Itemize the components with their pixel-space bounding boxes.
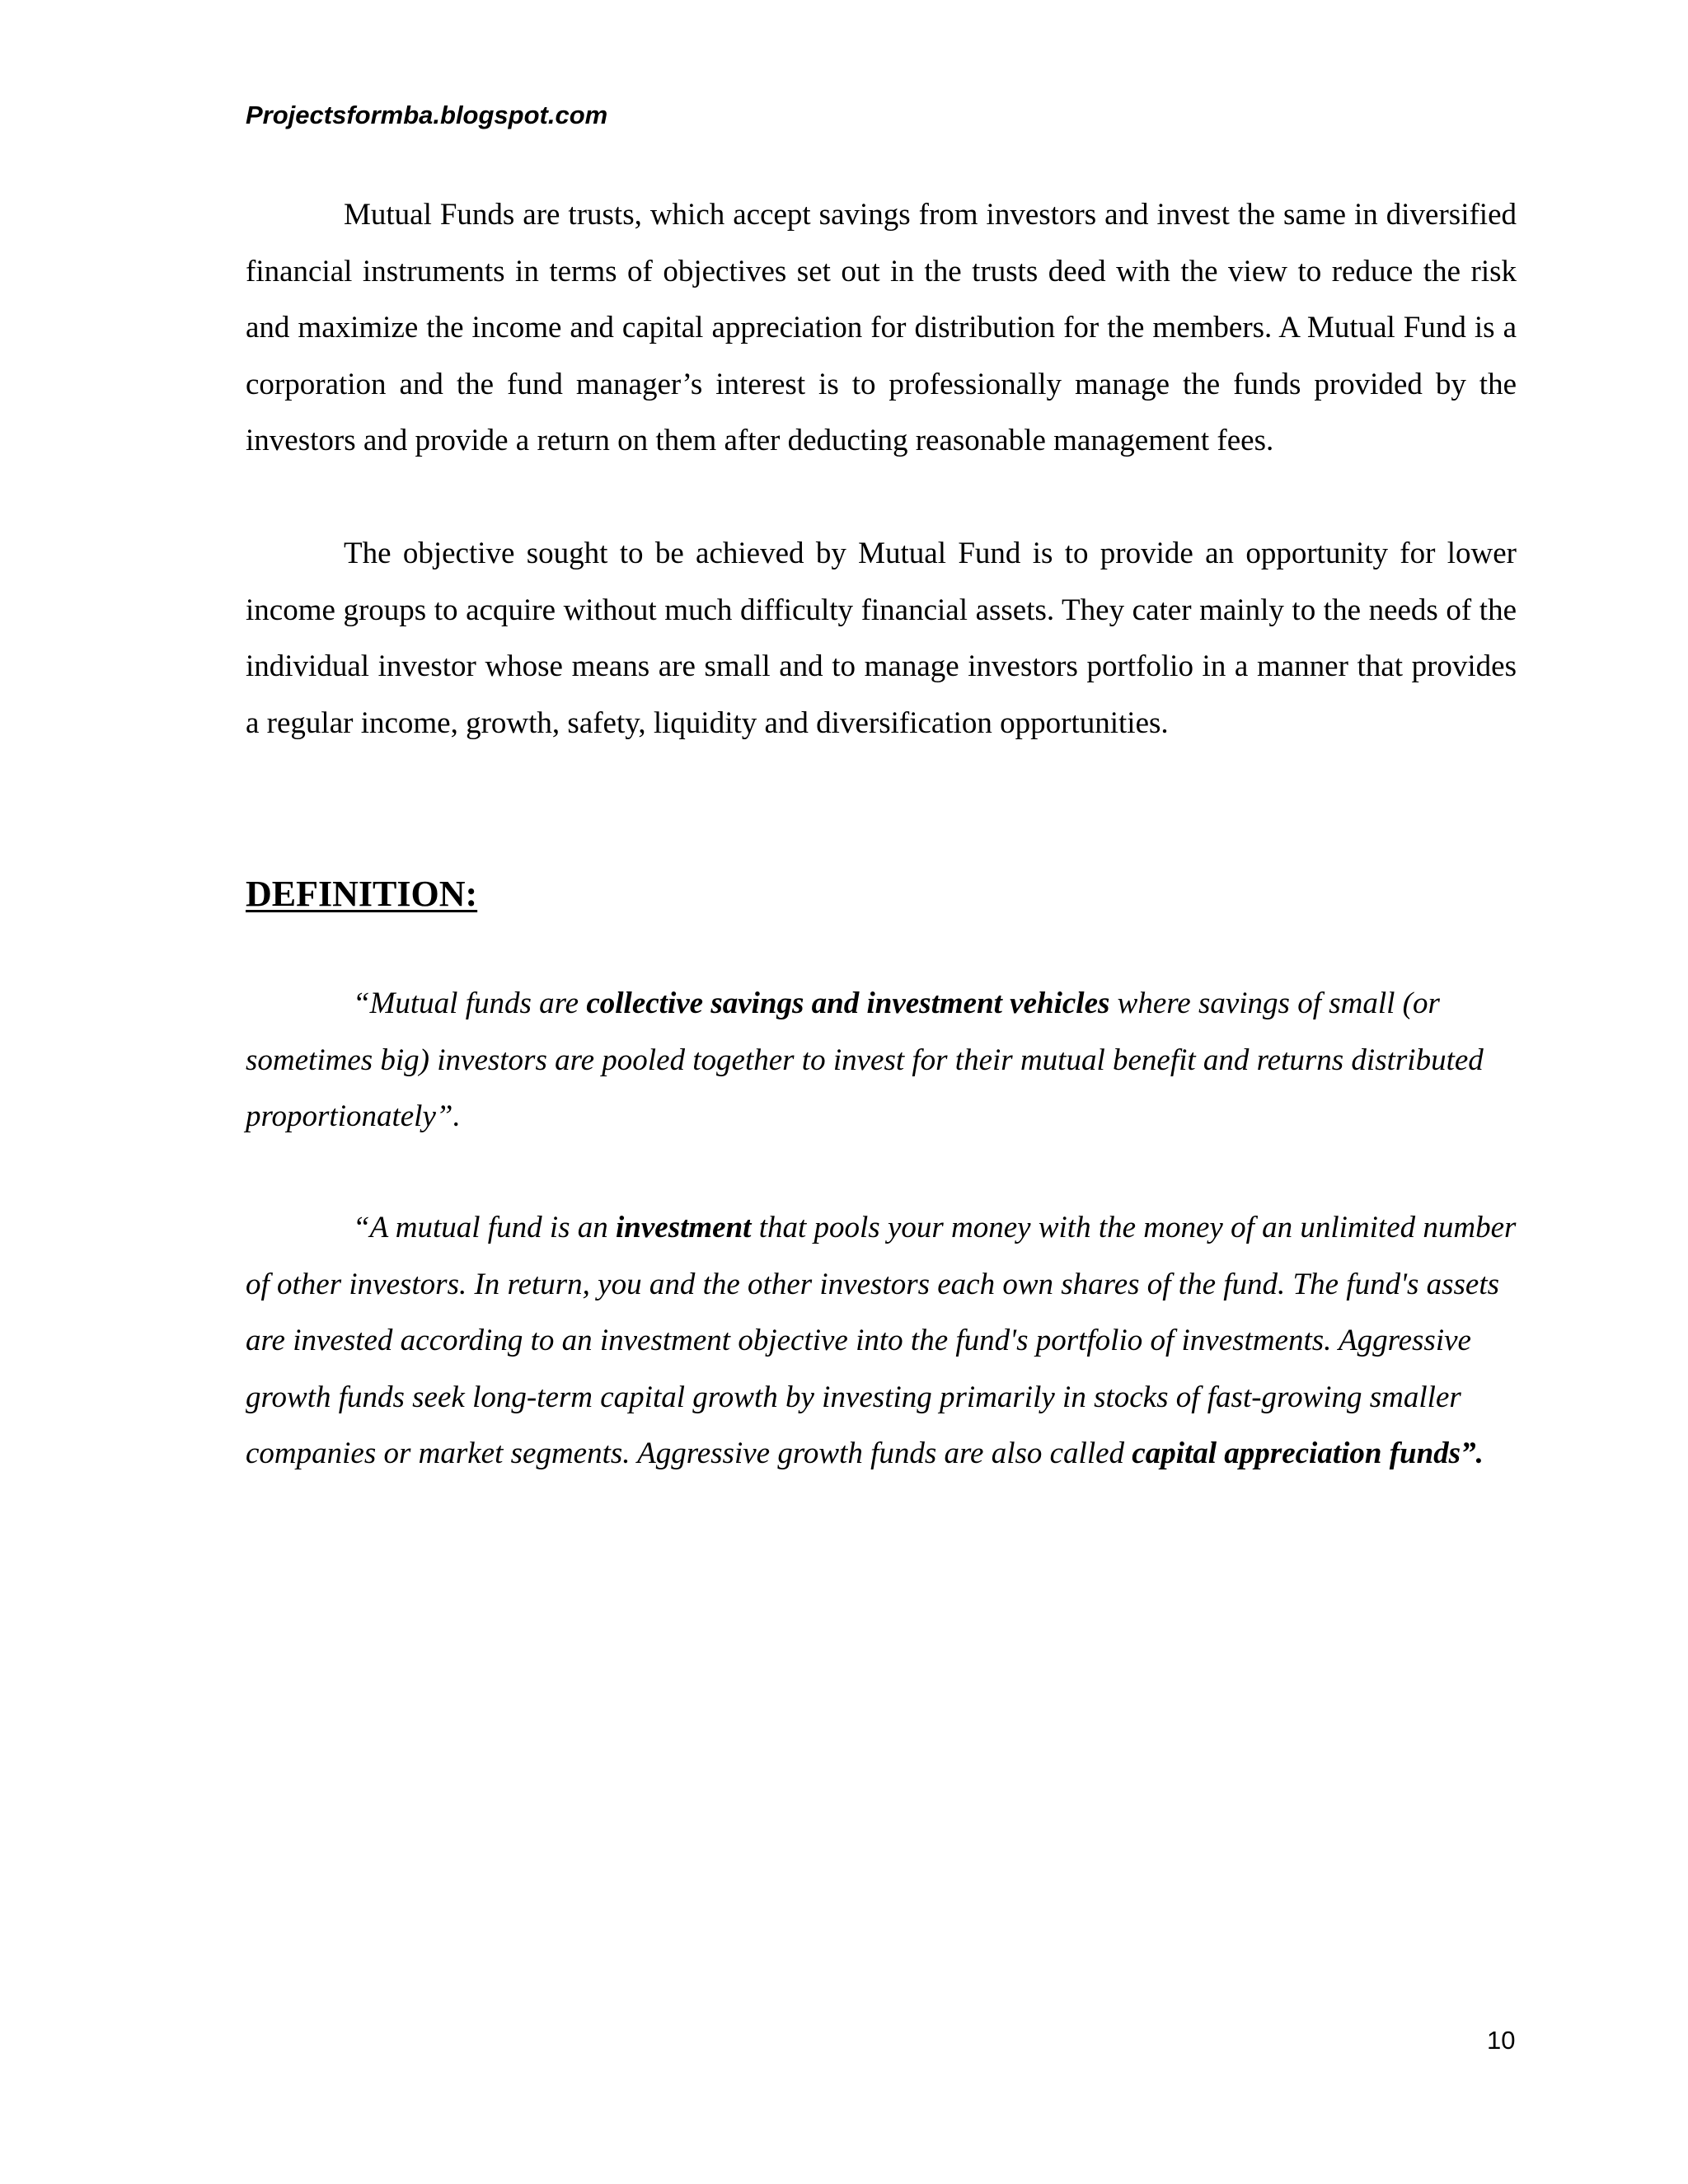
page-number: 10 xyxy=(1487,2026,1516,2055)
quote-text-start: “A mutual fund is an xyxy=(353,1211,616,1244)
paragraph-text: Mutual Funds are trusts, which accept savings from investors and invest the same in diversified financial instruments in terms of objectives set out in the trusts deed with the view to reduce the risk and maximize the income and capital appreciation for distribution for the members. A Mutual Fund is a corporation and the fund manager’s interest is to professionally manage the funds provided by the investors and provide a return on them after deducting reasonable management fees. xyxy=(246,198,1517,457)
quote-text-end: where savings of small (or sometimes big) investors are pooled together to invest for their mutual benefit and returns distributed proportionately”. xyxy=(246,987,1484,1133)
body-paragraph-1 xyxy=(246,187,1517,470)
quote-bold-term: collective savings and investment vehicles xyxy=(586,987,1110,1020)
page-header-site: Projectsformba.blogspot.com xyxy=(246,101,608,129)
quote-text-start: “Mutual funds are xyxy=(353,987,587,1020)
definition-quote-2 xyxy=(246,1200,1522,1483)
body-paragraph-2 xyxy=(246,526,1517,752)
quote-text xyxy=(246,976,1522,1146)
quote-text xyxy=(246,1200,1522,1483)
paragraph-text: The objective sought to be achieved by Mutual Fund is to provide an opportunity for lower income groups to acquire without much difficulty financial assets. They cater mainly to the needs of the individual investor whose means are small and to manage investors portfolio in a manner that provides a regular income, growth, safety, liquidity and diversification opportunities. xyxy=(246,537,1517,740)
section-heading: DEFINITION: xyxy=(246,874,478,914)
quote-bold-term-end: capital appreciation funds”. xyxy=(1132,1436,1484,1470)
definition-quote-1 xyxy=(246,976,1522,1146)
quote-bold-term: investment xyxy=(616,1211,752,1244)
quote-text-middle: that pools your money with the money of an unlimited number of other investors. In return, you and the other investors each own shares of the fund. The fund's assets are invested according to an investment objective into the fund's portfolio of investments. Aggressive growth funds seek long-term capital growth by investing primarily in stocks of fast-growing smaller companies or market segments. Aggressive growth funds are also called xyxy=(246,1211,1517,1470)
